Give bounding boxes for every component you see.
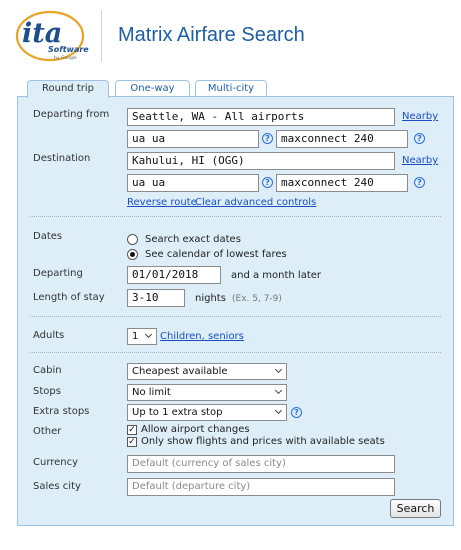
sales-city-input[interactable]: Default (departure city) xyxy=(127,478,395,496)
extra-stops-select-value: Up to 1 extra stop xyxy=(132,407,223,418)
section-divider xyxy=(30,352,441,353)
month-later-text: and a month later xyxy=(231,270,322,281)
children-seniors-link[interactable]: Children, seniors xyxy=(160,331,244,342)
logo-wordmark: ita xyxy=(22,18,63,49)
cabin-select[interactable] xyxy=(127,363,287,380)
reverse-route-link[interactable]: Reverse route xyxy=(127,197,197,208)
exact-dates-radio[interactable] xyxy=(127,234,138,245)
logo-by-google: by Google xyxy=(54,56,77,61)
adults-select-value: 1 xyxy=(132,331,139,342)
stops-select-value: No limit xyxy=(132,387,171,398)
tab-round-trip[interactable]: Round trip xyxy=(27,80,109,98)
tab-multi-city[interactable]: Multi-city xyxy=(195,80,267,97)
chevron-down-icon xyxy=(275,407,282,414)
other-label: Other xyxy=(33,426,62,437)
ita-software-logo xyxy=(14,8,90,64)
currency-input[interactable]: Default (currency of sales city) xyxy=(127,455,395,473)
header-divider xyxy=(101,10,102,62)
allow-airport-changes-label: Allow airport changes xyxy=(141,424,250,435)
departing-from-input[interactable]: Seattle, WA - All airports xyxy=(127,108,395,126)
chevron-down-icon xyxy=(145,331,152,338)
nights-label: nights xyxy=(195,293,226,304)
calendar-fares-radio[interactable] xyxy=(127,249,138,260)
extra-stops-select[interactable] xyxy=(127,404,287,421)
adults-select[interactable] xyxy=(127,328,157,345)
destination-extension-codes-input[interactable]: maxconnect 240 xyxy=(276,174,408,192)
tab-one-way[interactable]: One-way xyxy=(115,80,190,97)
dates-label: Dates xyxy=(33,231,63,242)
nights-hint: (Ex. 5, 7-9) xyxy=(232,294,282,304)
clear-advanced-controls-link[interactable]: Clear advanced controls xyxy=(195,197,317,208)
length-of-stay-input[interactable]: 3-10 xyxy=(127,289,185,307)
cabin-select-value: Cheapest available xyxy=(132,366,228,377)
sales-city-label: Sales city xyxy=(33,481,81,492)
section-divider xyxy=(30,316,441,317)
departing-date-input[interactable]: 01/01/2018 xyxy=(127,266,221,284)
departing-extension-codes-input[interactable]: maxconnect 240 xyxy=(276,130,408,148)
departing-from-label: Departing from xyxy=(33,109,110,120)
available-seats-checkbox[interactable]: ✓ xyxy=(128,437,136,447)
extension-help-icon[interactable]: ? xyxy=(414,177,425,188)
destination-label: Destination xyxy=(33,153,91,164)
available-seats-label: Only show flights and prices with available seats xyxy=(141,436,385,447)
section-divider xyxy=(30,216,441,217)
length-of-stay-label: Length of stay xyxy=(33,292,105,303)
destination-nearby-link[interactable]: Nearby xyxy=(402,155,439,166)
extension-help-icon[interactable]: ? xyxy=(414,133,425,144)
exact-dates-label: Search exact dates xyxy=(145,234,241,245)
page-title: Matrix Airfare Search xyxy=(118,24,305,46)
destination-routing-codes-input[interactable]: ua ua xyxy=(127,174,259,192)
extra-stops-help-icon[interactable]: ? xyxy=(291,407,302,418)
calendar-fares-label: See calendar of lowest fares xyxy=(145,249,287,260)
chevron-down-icon xyxy=(275,366,282,373)
stops-select[interactable] xyxy=(127,384,287,401)
adults-label: Adults xyxy=(33,330,65,341)
departing-routing-codes-input[interactable]: ua ua xyxy=(127,130,259,148)
departing-nearby-link[interactable]: Nearby xyxy=(402,111,439,122)
allow-airport-changes-checkbox[interactable]: ✓ xyxy=(128,425,136,435)
cabin-label: Cabin xyxy=(33,365,62,376)
currency-label: Currency xyxy=(33,457,79,468)
routing-help-icon[interactable]: ? xyxy=(262,133,273,144)
destination-input[interactable]: Kahului, HI (OGG) xyxy=(127,152,395,170)
stops-label: Stops xyxy=(33,386,61,397)
search-button[interactable]: Search xyxy=(390,499,441,518)
chevron-down-icon xyxy=(275,387,282,394)
logo-subtitle: Software xyxy=(48,45,89,54)
extra-stops-label: Extra stops xyxy=(33,406,90,417)
departing-date-label: Departing xyxy=(33,268,83,279)
routing-help-icon[interactable]: ? xyxy=(262,177,273,188)
